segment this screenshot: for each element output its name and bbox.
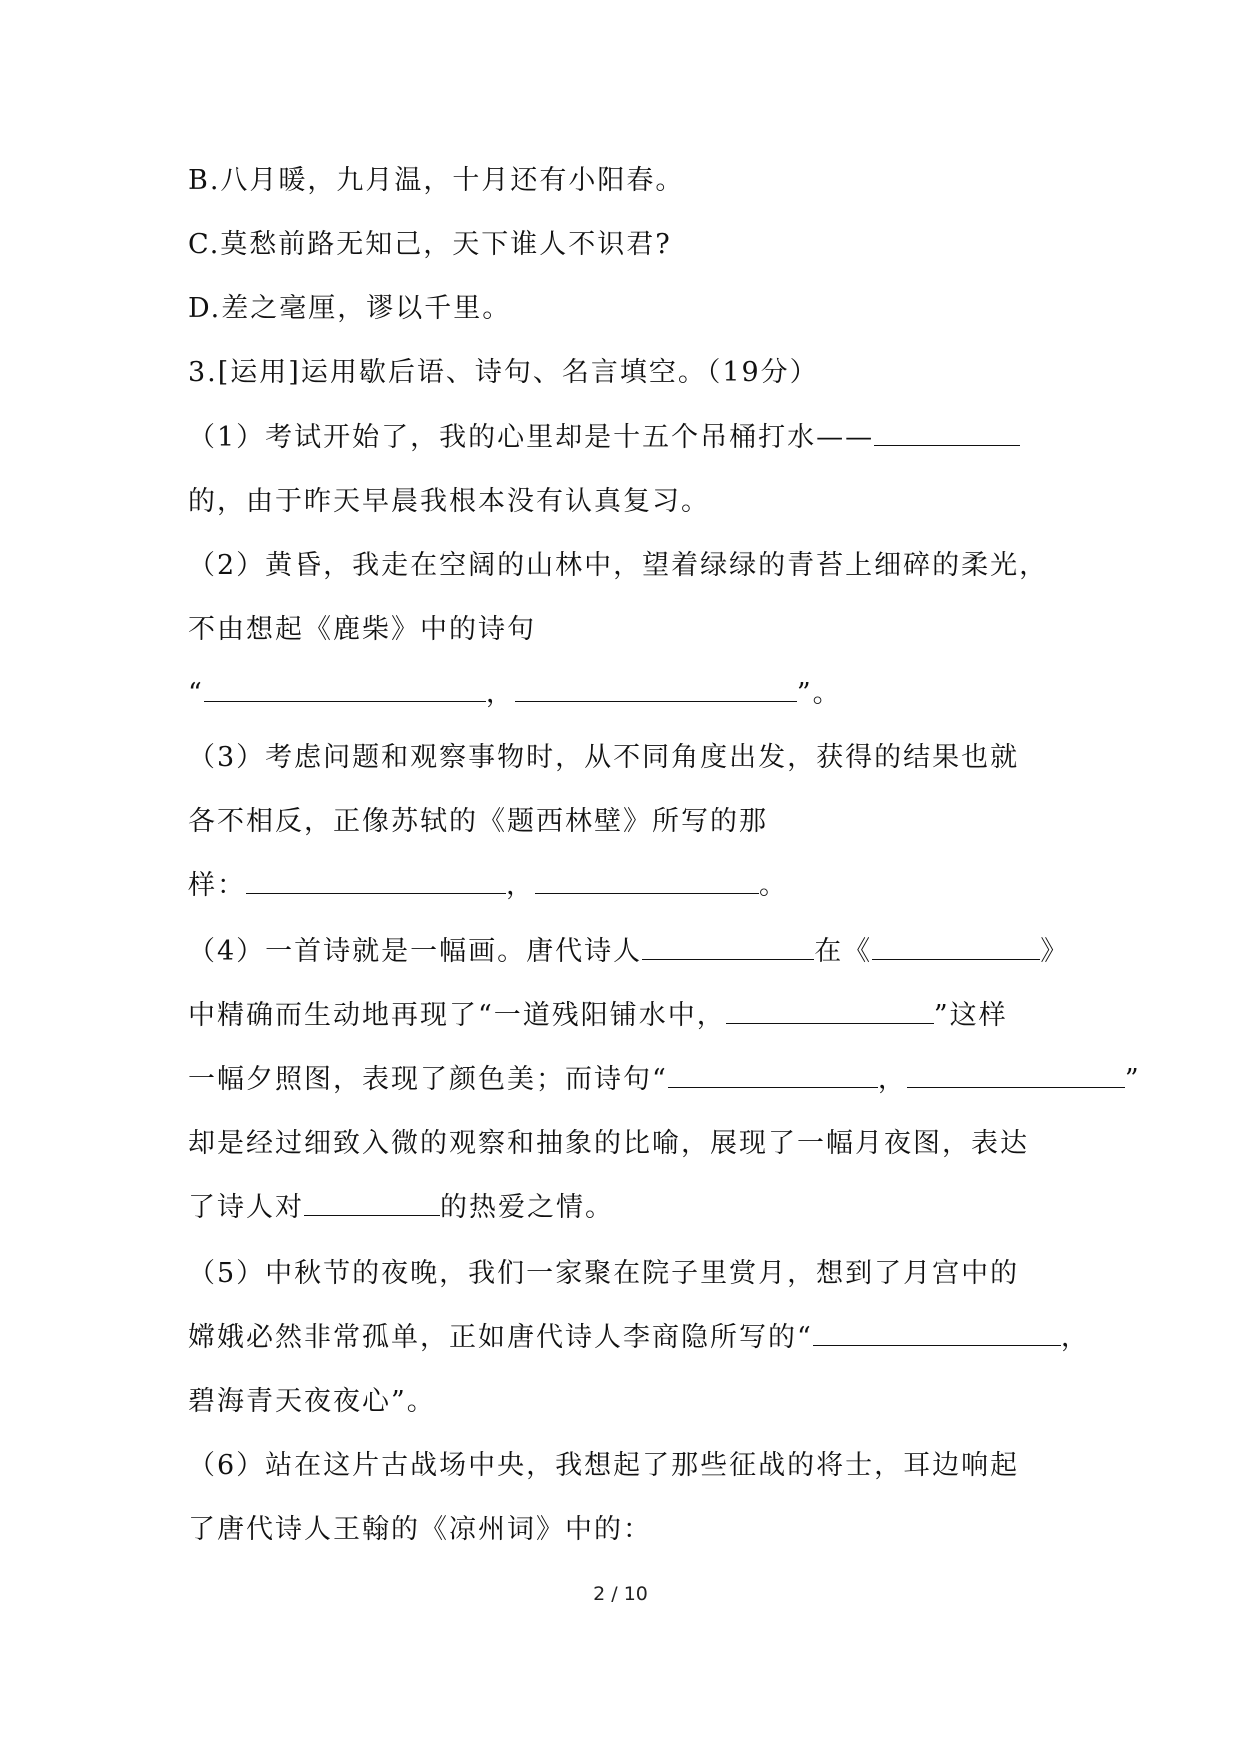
q3-4-text-b: 中精确而生动地再现了“一道残阳铺水中， bbox=[188, 1000, 726, 1031]
q3-4-comma: ， bbox=[877, 1064, 907, 1095]
q3-4-text-e-end: 的热爱之情。 bbox=[440, 1192, 614, 1223]
q3-4-poet-blank[interactable] bbox=[642, 935, 814, 960]
q3-1-blank[interactable] bbox=[874, 421, 1020, 446]
q3-3-line-3 bbox=[188, 866, 788, 906]
q3-2-open-quote: “ bbox=[188, 678, 204, 709]
q3-5-line-3: 碧海青天夜夜心”。 bbox=[188, 1386, 436, 1417]
q3-2-close-quote: ”。 bbox=[796, 678, 842, 709]
q3-4-line-1 bbox=[188, 932, 1069, 972]
q3-2-blank-1[interactable] bbox=[204, 677, 486, 702]
q3-6-line-2: 了唐代诗人王翰的《凉州词》中的： bbox=[188, 1514, 652, 1545]
q3-3-comma: ， bbox=[506, 870, 535, 901]
q3-3-line-1: （3）考虑问题和观察事物时，从不同角度出发，获得的结果也就 bbox=[188, 742, 1020, 773]
q3-5-comma: ， bbox=[1060, 1322, 1090, 1353]
q3-6-line-1: （6）站在这片古战场中央，我想起了那些征战的将士，耳边响起 bbox=[188, 1450, 1020, 1481]
q3-4-text-b-end: ”这样 bbox=[933, 1000, 1008, 1031]
q3-4-title-blank[interactable] bbox=[872, 935, 1040, 960]
q3-1-text: （1）考试开始了，我的心里却是十五个吊桶打水—— bbox=[188, 422, 875, 453]
q3-4-feeling-blank[interactable] bbox=[304, 1191, 440, 1216]
page-number: 2 / 10 bbox=[593, 1583, 648, 1605]
q3-4-close-quote: ” bbox=[1124, 1064, 1141, 1095]
q3-4-verse-blank-2[interactable] bbox=[668, 1063, 878, 1088]
q3-4-line-4: 却是经过细致入微的观察和抽象的比喻，展现了一幅月夜图，表达 bbox=[188, 1128, 1029, 1159]
q3-5-verse-blank[interactable] bbox=[813, 1321, 1061, 1346]
q3-4-text-a: （4）一首诗就是一幅画。唐代诗人 bbox=[188, 936, 643, 967]
question-3-title: 3.[运用]运用歇后语、诗句、名言填空。（19分） bbox=[188, 357, 819, 388]
q3-3-lead: 样： bbox=[188, 870, 246, 901]
q3-3-line-2: 各不相反，正像苏轼的《题西林壁》所写的那 bbox=[188, 806, 768, 837]
q3-4-verse-blank[interactable] bbox=[726, 999, 934, 1024]
q3-3-blank-1[interactable] bbox=[246, 869, 506, 894]
q3-4-text-a-end: 》 bbox=[1040, 936, 1070, 967]
q3-2-line-1: （2）黄昏，我走在空阔的山林中，望着绿绿的青苔上细碎的柔光， bbox=[188, 550, 1049, 581]
q3-4-text-a-mid: 在《 bbox=[814, 936, 873, 967]
q3-5-line-1: （5）中秋节的夜晚，我们一家聚在院子里赏月，想到了月宫中的 bbox=[188, 1258, 1020, 1289]
q3-1-line-1 bbox=[188, 418, 1020, 458]
q3-4-line-3 bbox=[188, 1060, 1141, 1100]
q3-5-text-b: 嫦娥必然非常孤单，正如唐代诗人李商隐所写的“ bbox=[188, 1322, 813, 1353]
q3-5-line-2 bbox=[188, 1318, 1090, 1358]
option-d: D.差之毫厘，谬以千里。 bbox=[188, 293, 512, 324]
q3-2-line-2: 不由想起《鹿柴》中的诗句 bbox=[188, 614, 536, 645]
q3-1-line-2: 的，由于昨天早晨我根本没有认真复习。 bbox=[188, 486, 710, 517]
q3-2-blank-2[interactable] bbox=[515, 677, 797, 702]
q3-4-text-e: 了诗人对 bbox=[188, 1192, 304, 1223]
q3-4-line-2 bbox=[188, 996, 1008, 1036]
option-b: B.八月暖，九月温，十月还有小阳春。 bbox=[188, 165, 685, 196]
q3-4-verse-blank-3[interactable] bbox=[907, 1063, 1125, 1088]
q3-4-text-c: 一幅夕照图，表现了颜色美；而诗句“ bbox=[188, 1064, 668, 1095]
q3-2-line-3 bbox=[188, 674, 842, 714]
option-c: C.莫愁前路无知己，天下谁人不识君? bbox=[188, 229, 672, 260]
q3-3-blank-2[interactable] bbox=[535, 869, 759, 894]
q3-2-comma: ， bbox=[485, 678, 515, 709]
q3-4-line-5 bbox=[188, 1188, 614, 1228]
q3-3-end: 。 bbox=[759, 870, 788, 901]
